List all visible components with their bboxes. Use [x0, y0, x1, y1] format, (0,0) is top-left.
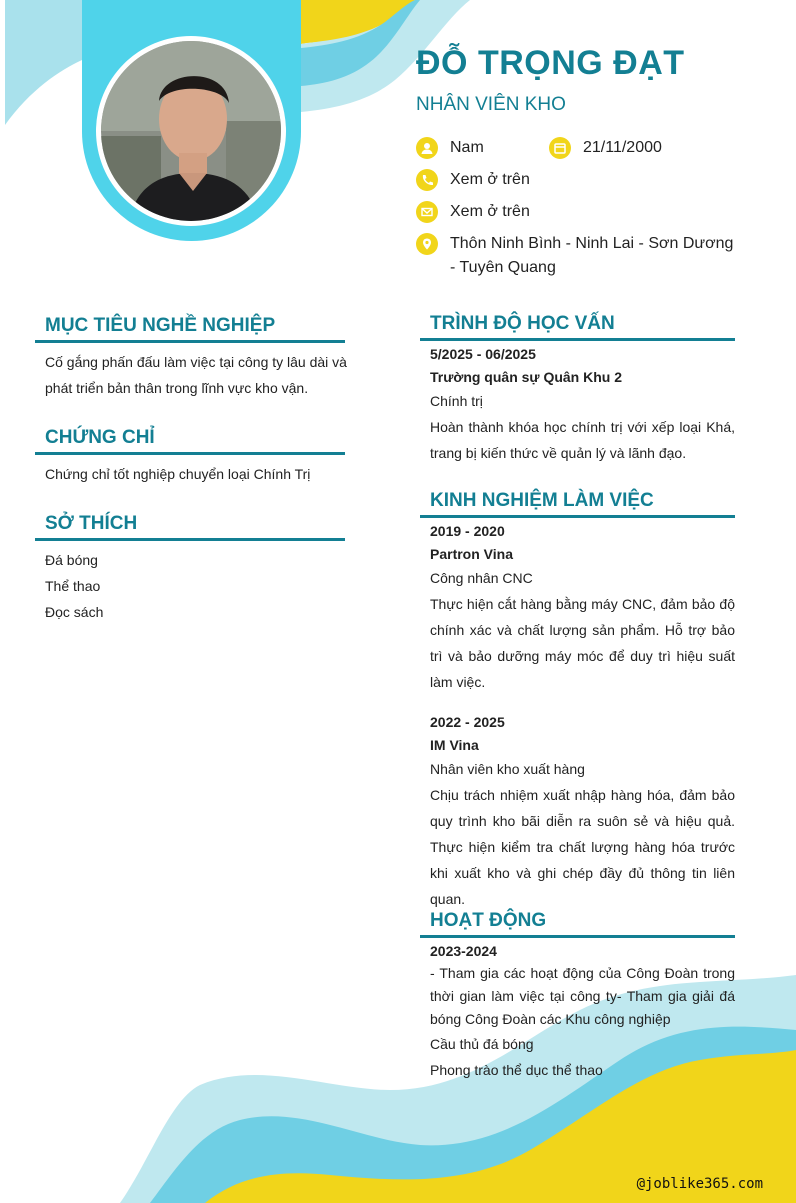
job-company: Partron Vina	[430, 546, 513, 562]
calendar-icon	[549, 137, 571, 159]
objective-text: Cố gắng phấn đấu làm việc tại công ty lâu dài và phát triển bản thân trong lĩnh vực kho vận.	[45, 354, 347, 396]
hobby-item: Đá bóng	[45, 552, 98, 568]
activity-role: Cầu thủ đá bóng	[430, 1036, 534, 1052]
hobby-item: Đọc sách	[45, 604, 104, 620]
activity-period: 2023-2024	[430, 943, 497, 959]
education-description: Hoàn thành khóa học chính trị với xếp loại Khá, trang bị kiến thức về quản lý và lãnh đạo.	[430, 419, 735, 461]
objective-title: MỤC TIÊU NGHỀ NGHIỆP	[45, 315, 276, 336]
phone-row	[416, 168, 530, 192]
job-description: Thực hiện cắt hàng bằng máy CNC, đảm bảo độ chính xác và chất lượng sản phẩm. Hỗ trợ bảo trì và bảo dưỡng máy móc để duy trì hiệu suất làm việc.	[430, 596, 735, 690]
activity-description: - Tham gia các hoạt động của Công Đoàn trong thời gian làm việc tại công ty- Tham gia giải đá bóng Công Đoàn các Khu công nghiệp	[430, 965, 735, 1027]
email-value[interactable]: Xem ở trên	[450, 203, 530, 220]
job-description: Chịu trách nhiệm xuất nhập hàng hóa, đảm bảo quy trình kho bãi diễn ra suôn sẻ và hiệu quả. Thực hiện kiểm tra chất lượng hàng hóa trước khi xuất kho và ghi chép đầy đủ thông tin liên quan.	[430, 787, 735, 907]
gender-value: Nam	[450, 139, 484, 156]
job-company: IM Vina	[430, 737, 479, 753]
certificates-divider	[35, 452, 345, 455]
watermark: @joblike365.com	[636, 1176, 763, 1192]
education-title: TRÌNH ĐỘ HỌC VẤN	[430, 313, 615, 334]
hobby-item: Thể thao	[45, 578, 101, 594]
address-value: Thôn Ninh Bình - Ninh Lai - Sơn Dương - Tuyên Quang	[450, 235, 734, 276]
candidate-name: ĐỖ TRỌNG ĐẠT	[416, 44, 685, 82]
birthday-row	[549, 136, 662, 160]
job-period: 2022 - 2025	[430, 714, 505, 730]
hobbies-divider	[35, 538, 345, 541]
education-school: Trường quân sự Quân Khu 2	[430, 369, 623, 385]
hobbies-title: SỞ THÍCH	[45, 513, 138, 534]
objective-divider	[35, 340, 345, 343]
email-row	[416, 200, 530, 224]
email-icon	[416, 201, 438, 223]
candidate-role: NHÂN VIÊN KHO	[416, 94, 566, 115]
user-icon	[416, 137, 438, 159]
job-period: 2019 - 2020	[430, 523, 505, 539]
gender-row	[416, 136, 484, 160]
experience-title: KINH NGHIỆM LÀM VIỆC	[430, 490, 654, 511]
activities-title: HOẠT ĐỘNG	[430, 910, 547, 931]
education-period: 5/2025 - 06/2025	[430, 346, 536, 362]
phone-icon	[416, 169, 438, 191]
phone-value[interactable]: Xem ở trên	[450, 171, 530, 188]
education-major: Chính trị	[430, 393, 483, 409]
job-position: Nhân viên kho xuất hàng	[430, 761, 585, 777]
location-pin-icon	[416, 233, 438, 255]
activity-movement: Phong trào thể dục thể thao	[430, 1062, 603, 1078]
certificates-title: CHỨNG CHỈ	[45, 427, 155, 448]
certificates-text: Chứng chỉ tốt nghiệp chuyển loại Chính Trị	[45, 466, 311, 482]
birthday-value: 21/11/2000	[583, 139, 662, 156]
job-position: Công nhân CNC	[430, 570, 533, 586]
address-row	[416, 232, 736, 280]
profile-photo	[101, 41, 281, 221]
